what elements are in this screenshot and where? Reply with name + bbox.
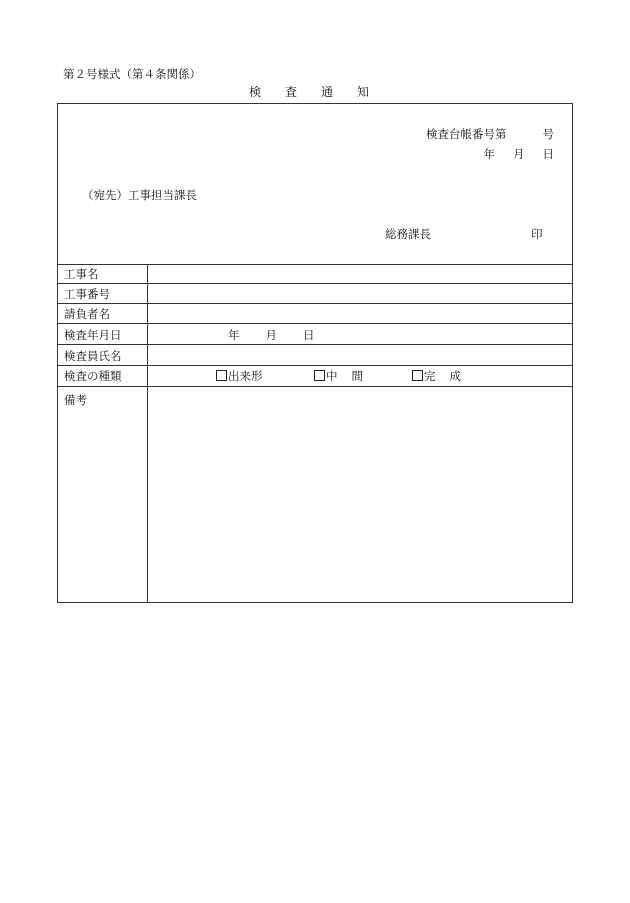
row-label: 請負者名 (64, 307, 110, 321)
option-interim[interactable] (314, 368, 363, 384)
option-label-part: 中 (326, 369, 338, 383)
seal-mark: 印 (531, 227, 543, 241)
inspection-date-day: 日 (303, 328, 315, 342)
option-progress[interactable] (216, 368, 263, 384)
option-label-part: 完 (424, 369, 436, 383)
row-contractor-name (58, 304, 572, 324)
row-label: 検査員氏名 (64, 349, 122, 363)
row-inspector-name (58, 346, 572, 366)
checkbox-icon[interactable] (314, 370, 325, 381)
inspection-date-year: 年 (228, 328, 240, 342)
inspection-date-value (228, 327, 315, 343)
ledger-number (426, 126, 554, 142)
row-label: 工事名 (64, 267, 99, 281)
notice-header (58, 104, 572, 265)
row-label: 工事番号 (64, 287, 110, 301)
option-completion[interactable] (412, 368, 461, 384)
notice-form (57, 103, 573, 603)
row-label: 検査年月日 (64, 328, 122, 342)
option-label-part: 間 (351, 369, 363, 383)
ledger-number-prefix: 検査台帳番号第 (426, 127, 507, 141)
notice-date-day: 日 (542, 147, 554, 161)
row-inspection-type (58, 366, 572, 387)
notice-date-year: 年 (483, 147, 495, 161)
sender-title: 総務課長 (385, 227, 431, 241)
row-inspection-date (58, 325, 572, 345)
addressee: （宛先）工事担当課長 (82, 188, 197, 202)
checkbox-icon[interactable] (216, 370, 227, 381)
ledger-number-suffix: 号 (542, 127, 554, 141)
form-number-label: 第２号様式（第４条関係） (63, 67, 201, 81)
option-label-part: 成 (449, 369, 461, 383)
remarks-label: 備考 (64, 393, 87, 407)
row-construction-name (58, 264, 572, 284)
notice-date-month: 月 (513, 147, 525, 161)
checkbox-icon[interactable] (412, 370, 423, 381)
document-title: 検査通知 (248, 85, 393, 99)
inspection-date-month: 月 (265, 328, 277, 342)
row-construction-number (58, 284, 572, 304)
option-label: 出来形 (228, 369, 263, 383)
row-label: 検査の種類 (64, 369, 122, 383)
notice-date (484, 146, 555, 162)
